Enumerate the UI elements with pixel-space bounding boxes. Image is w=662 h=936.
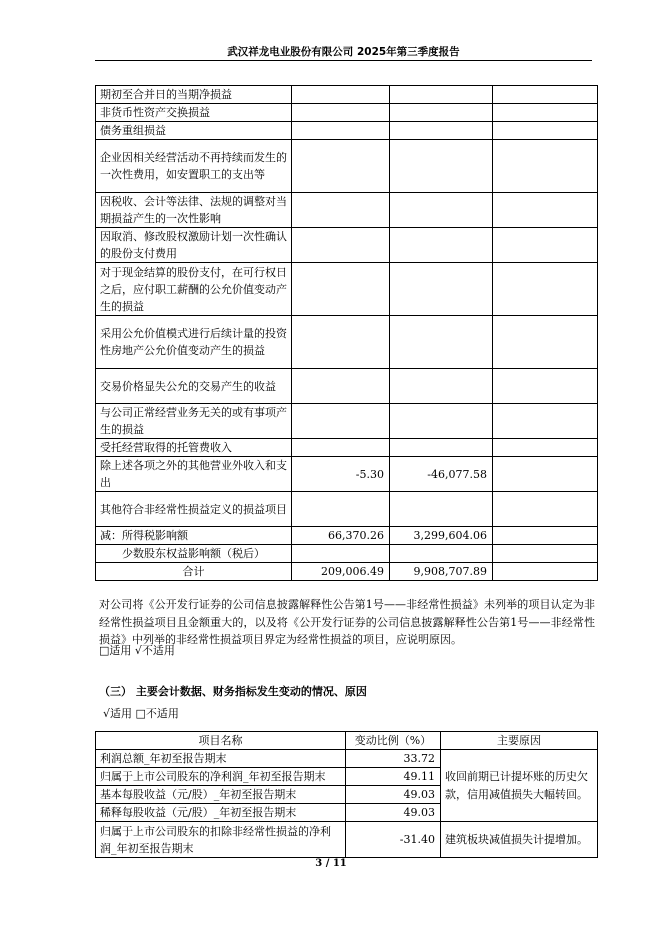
- item-ytd: [390, 369, 493, 404]
- item-amount: [292, 263, 390, 316]
- table-row: [96, 316, 598, 369]
- item-note: [493, 228, 598, 263]
- item-amount: [292, 316, 390, 369]
- item-note: [493, 545, 598, 563]
- table-row: [96, 750, 598, 768]
- header-rule: [95, 60, 592, 61]
- indicator-name: 基本每股收益（元/股）_年初至报告期末: [96, 786, 346, 804]
- item-label: 其他符合非经常性损益定义的损益项目: [96, 492, 292, 527]
- change-ratio: 33.72: [346, 750, 441, 768]
- item-amount: 66,370.26: [292, 527, 390, 545]
- item-ytd: [390, 545, 493, 563]
- item-ytd: [390, 492, 493, 527]
- explanation-note: 对公司将《公开发行证券的公司信息披露解释性公告第1号——非经常性损益》未列举的项目认定为非经常性损益项目且金额重大的，以及将《公开发行证券的公司信息披露解释性公告第1号——非经常性损益》中列举的非经常性损益项目界定为经常性损益的项目，应说明原因。: [99, 598, 595, 646]
- item-note: [493, 457, 598, 492]
- table-header-row: [96, 732, 598, 750]
- indicator-name: 归属于上市公司股东的净利润_年初至报告期末: [96, 768, 346, 786]
- page-number: 3 / 11: [315, 858, 347, 869]
- applicable-status: □适用 √不适用: [99, 644, 175, 657]
- applicable-status: √适用 □不适用: [103, 707, 179, 720]
- item-ytd: [390, 104, 493, 122]
- item-note: [493, 439, 598, 457]
- page-header: 武汉祥龙电业股份有限公司 2025年第三季度报告: [227, 46, 460, 58]
- column-header: 变动比例（%）: [346, 732, 441, 750]
- table-row: [96, 439, 598, 457]
- table-row-total: [96, 563, 598, 581]
- item-label: 对于现金结算的股份支付，在可行权日之后，应付职工薪酬的公允价值变动产生的损益: [96, 263, 292, 316]
- item-note: [493, 369, 598, 404]
- table-row: [96, 822, 598, 858]
- item-label: 期初至合并日的当期净损益: [96, 86, 292, 104]
- indicator-name: 利润总额_年初至报告期末: [96, 750, 346, 768]
- main-reason: 建筑板块减值损失计提增加。: [441, 822, 598, 858]
- item-ytd: [390, 86, 493, 104]
- item-label: 少数股东权益影响额（税后）: [96, 545, 292, 563]
- item-note: [493, 404, 598, 439]
- item-amount: [292, 545, 390, 563]
- item-amount: -5.30: [292, 457, 390, 492]
- item-label: 除上述各项之外的其他营业外收入和支出: [96, 457, 292, 492]
- table-row: [96, 457, 598, 492]
- item-note: [493, 104, 598, 122]
- item-label: 非货币性资产交换损益: [96, 104, 292, 122]
- table-row: [96, 140, 598, 193]
- change-ratio: 49.03: [346, 786, 441, 804]
- item-ytd: [390, 263, 493, 316]
- item-note: [493, 492, 598, 527]
- column-header: 项目名称: [96, 732, 346, 750]
- item-ytd: [390, 193, 493, 228]
- total-amount: 209,006.49: [292, 563, 390, 581]
- item-ytd: [390, 140, 493, 193]
- table-row: [96, 545, 598, 563]
- item-ytd: [390, 404, 493, 439]
- table-row: [96, 404, 598, 439]
- section-title: （三） 主要会计数据、财务指标发生变动的情况、原因: [99, 685, 367, 698]
- non-recurring-items-table: [95, 85, 598, 581]
- main-reason: 收回前期已计提坏账的历史欠款，信用减值损失大幅转回。: [441, 750, 598, 822]
- change-ratio: -31.40: [346, 822, 441, 858]
- item-amount: [292, 492, 390, 527]
- table-row: [96, 193, 598, 228]
- item-note: [493, 193, 598, 228]
- item-note: [493, 122, 598, 140]
- item-note: [493, 86, 598, 104]
- indicator-change-table: [95, 731, 598, 858]
- item-amount: [292, 140, 390, 193]
- item-ytd: -46,077.58: [390, 457, 493, 492]
- table-row: [96, 104, 598, 122]
- table-row: [96, 369, 598, 404]
- total-note: [493, 563, 598, 581]
- item-ytd: [390, 122, 493, 140]
- indicator-name: 稀释每股收益（元/股）_年初至报告期末: [96, 804, 346, 822]
- item-amount: [292, 369, 390, 404]
- item-label: 因税收、会计等法律、法规的调整对当期损益产生的一次性影响: [96, 193, 292, 228]
- item-note: [493, 527, 598, 545]
- item-amount: [292, 193, 390, 228]
- item-ytd: 3,299,604.06: [390, 527, 493, 545]
- column-header: 主要原因: [441, 732, 598, 750]
- table-row: [96, 228, 598, 263]
- item-note: [493, 263, 598, 316]
- item-amount: [292, 439, 390, 457]
- item-amount: [292, 122, 390, 140]
- item-amount: [292, 228, 390, 263]
- table-row: [96, 492, 598, 527]
- table-row: [96, 527, 598, 545]
- item-label: 与公司正常经营业务无关的或有事项产生的损益: [96, 404, 292, 439]
- item-ytd: [390, 316, 493, 369]
- item-label: 企业因相关经营活动不再持续而发生的一次性费用，如安置职工的支出等: [96, 140, 292, 193]
- item-label: 因取消、修改股权激励计划一次性确认的股份支付费用: [96, 228, 292, 263]
- total-ytd: 9,908,707.89: [390, 563, 493, 581]
- table-row: [96, 263, 598, 316]
- change-ratio: 49.03: [346, 804, 441, 822]
- table-row: [96, 86, 598, 104]
- item-ytd: [390, 228, 493, 263]
- item-note: [493, 140, 598, 193]
- item-note: [493, 316, 598, 369]
- item-label: 采用公允价值模式进行后续计量的投资性房地产公允价值变动产生的损益: [96, 316, 292, 369]
- item-amount: [292, 86, 390, 104]
- item-label: 减：所得税影响额: [96, 527, 292, 545]
- item-label: 交易价格显失公允的交易产生的收益: [96, 369, 292, 404]
- total-label: 合计: [96, 563, 292, 581]
- table-row: [96, 122, 598, 140]
- item-amount: [292, 104, 390, 122]
- change-ratio: 49.11: [346, 768, 441, 786]
- item-amount: [292, 404, 390, 439]
- item-label: 受托经营取得的托管费收入: [96, 439, 292, 457]
- item-label: 债务重组损益: [96, 122, 292, 140]
- indicator-name: 归属于上市公司股东的扣除非经常性损益的净利润_年初至报告期末: [96, 822, 346, 858]
- item-ytd: [390, 439, 493, 457]
